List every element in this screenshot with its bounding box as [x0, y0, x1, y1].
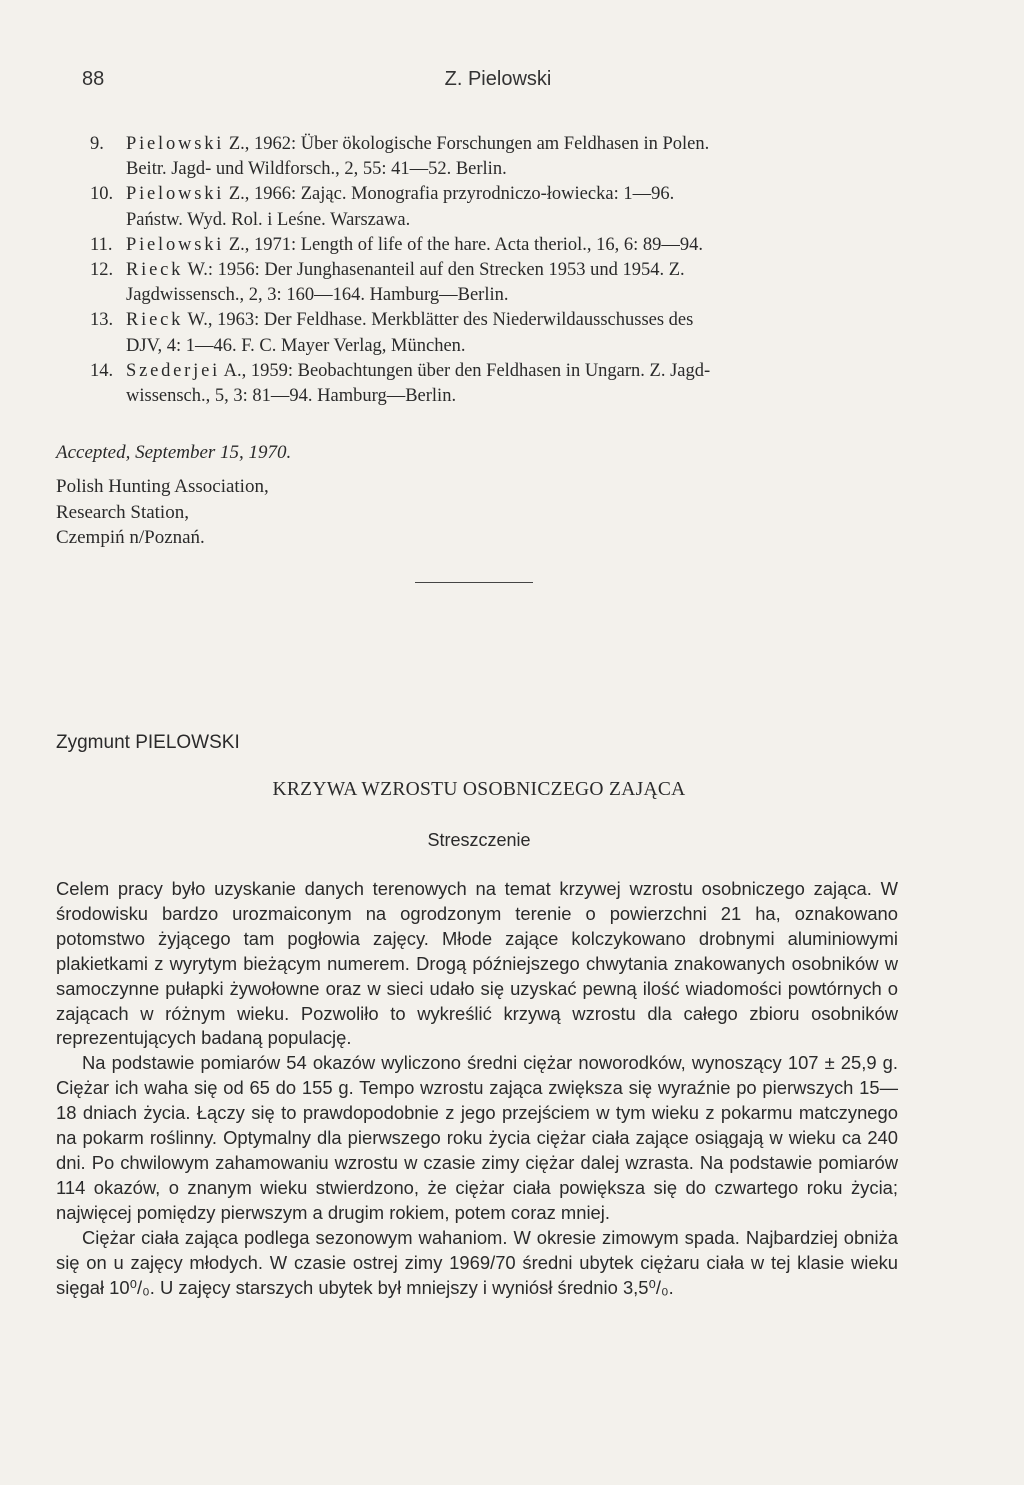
summary-body	[56, 877, 898, 1300]
reference-item	[90, 359, 900, 409]
summary-paragraph: Celem pracy było uzyskanie danych terenowych na temat krzywej wzrostu osobniczego zająca. W środowisku bardzo urozmaiconym na ogrodzonym terenie o powierzchni 21 ha, oznakowano potomstwo żyjącego tam pogłowia zajęcy. Młode zające kolczykowano drobnymi aluminiowymi plakietkami z wyrytym bieżącym numerem. Drogą późniejszego chwytania znakowanych osobników w samoczynne pułapki żywołowne oraz w sieci udało się uzyskać pewną ilość wiadomości powtórnych o zającach w różnym wieku. Pozwoliło to wykreślić krzywą wzrostu dla całego zbioru osobników reprezentujących badaną populację.	[56, 878, 898, 1049]
reference-text: W., 1963: Der Feldhase. Merkblätter des Niederwildausschusses des	[183, 310, 694, 331]
reference-number: 13.	[90, 310, 114, 331]
summary-subtitle: Streszczenie	[427, 830, 531, 850]
reference-text: A., 1959: Beobachtungen über den Feldhasen in Ungarn. Z. Jagd-	[220, 360, 711, 381]
page-header	[82, 68, 914, 94]
summary-title: KRZYWA WZROSTU OSOBNICZEGO ZAJĄCA	[272, 779, 686, 800]
reference-author: Rieck	[126, 260, 184, 281]
reference-author: Rieck	[126, 310, 184, 331]
reference-text: Z., 1962: Über ökologische Forschungen am Feldhasen in Polen.	[224, 134, 710, 154]
reference-item	[90, 258, 900, 308]
summary-author: Zygmunt PIELOWSKI	[56, 732, 240, 753]
reference-detail: DJV, 4: 1—46. F. C. Mayer Verlag, München.	[126, 335, 466, 356]
reference-text: W.: 1956: Der Junghasenanteil auf den Strecken 1953 und 1954. Z.	[183, 260, 685, 281]
running-head: Z. Pielowski	[444, 68, 552, 90]
reference-item	[90, 132, 900, 182]
reference-detail: wissensch., 5, 3: 81—94. Hamburg—Berlin.	[126, 386, 457, 407]
affiliation-line: Czempiń n/Poznań.	[56, 527, 205, 549]
reference-author: Pielowski	[126, 184, 225, 205]
summary-paragraph: Ciężar ciała zająca podlega sezonowym wahaniom. W okresie zimowym spada. Najbardziej obniża się on u zajęcy młodych. W czasie ostrej zimy 1969/70 średni ubytek ciężaru ciała w tej klasie wieku sięgał 10⁰/₀. U zajęcy starszych ubytek był mniejszy i wyniósł średnio 3,5⁰/₀.	[56, 1226, 898, 1298]
reference-detail: Państw. Wyd. Rol. i Leśne. Warszawa.	[126, 209, 411, 230]
reference-detail: Jagdwissensch., 2, 3: 160—164. Hamburg—Berlin.	[126, 285, 509, 306]
reference-detail: Beitr. Jagd- und Wildforsch., 2, 55: 41—52. Berlin.	[126, 159, 507, 180]
summary-paragraph: Na podstawie pomiarów 54 okazów wyliczono średni ciężar noworodków, wynoszący 107 ± 25,9 g. Ciężar ich waha się od 65 do 155 g. Tempo wzrostu zająca zwiększa się wyraźnie po pierwszych 15—18 dniach życia. Łączy się to prawdopodobnie z jego przejściem w tym wieku z pokarmu matczynego na pokarm roślinny. Optymalny dla pierwszego roku życia ciężar ciała zające osiągają w wieku ca 240 dni. Po chwilowym zahamowaniu wzrostu w czasie zimy ciężar dalej wzrasta. Na podstawie pomiarów 114 okazów, o znanym wieku stwierdzono, że ciężar ciała powiększa się do czwartego roku życia; najwięcej pomiędzy pierwszym a drugim rokiem, potem coraz mniej.	[56, 1052, 898, 1223]
reference-list	[90, 132, 900, 409]
reference-item	[90, 233, 900, 258]
accepted-date: Accepted, September 15, 1970.	[56, 442, 292, 463]
affiliation-line: Polish Hunting Association,	[56, 476, 269, 497]
reference-number: 9.	[90, 134, 104, 154]
reference-author: Szederjei	[126, 360, 221, 381]
reference-number: 10.	[90, 184, 114, 205]
reference-number: 14.	[90, 360, 114, 381]
reference-number: 12.	[90, 260, 114, 281]
reference-author: Pielowski	[126, 234, 225, 255]
author-affiliation	[56, 474, 269, 551]
page-number: 88	[82, 68, 105, 90]
reference-author: Pielowski	[126, 134, 225, 154]
reference-text: Z., 1966: Zając. Monografia przyrodniczo-łowiecka: 1—96.	[224, 184, 675, 205]
section-divider	[415, 582, 533, 583]
reference-item	[90, 182, 900, 232]
affiliation-line: Research Station,	[56, 501, 189, 523]
reference-number: 11.	[90, 234, 113, 255]
reference-text: Z., 1971: Length of life of the hare. Acta theriol., 16, 6: 89—94.	[224, 234, 704, 255]
reference-item	[90, 308, 900, 358]
